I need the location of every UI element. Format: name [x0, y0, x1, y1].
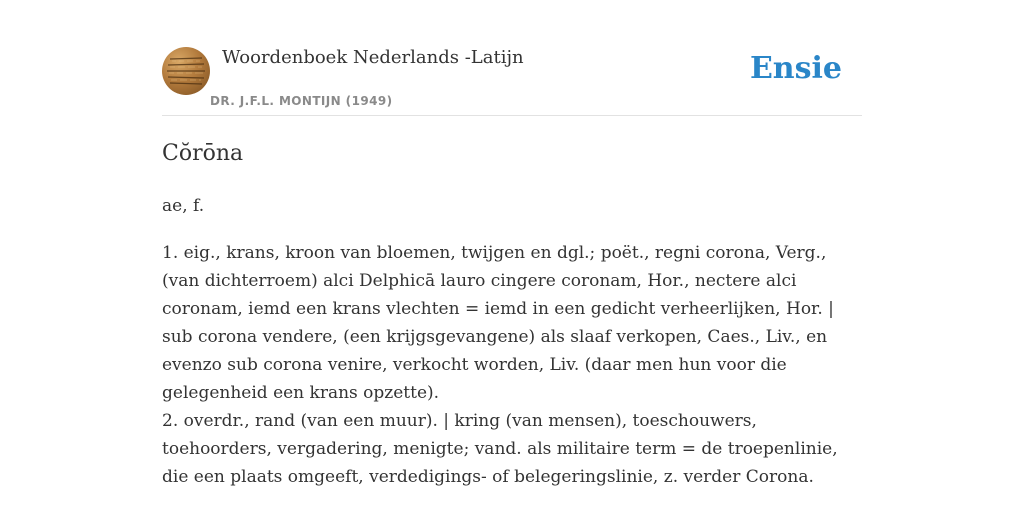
dictionary-author: DR. J.F.L. MONTIJN (1949)	[210, 94, 393, 108]
grammar-info: ae, f.	[162, 196, 205, 216]
definition-body	[162, 239, 862, 491]
inscription-stone-icon	[162, 47, 210, 95]
definition-sense-1: 1. eig., krans, kroon van bloemen, twijgen en dgl.; poët., regni corona, Verg., (van dichterroem) alci Delphicā lauro cingere coronam, Hor., nectere alci coronam, iemd een krans vlechten = iemd in een gedicht verheerlijken, Hor. | sub corona vendere, (een krijgsgevangene) als slaaf verkopen, Caes., Liv., en evenzo sub corona venire, verkocht worden, Liv. (daar men hun voor die gelegenheid een krans opzette).	[162, 243, 834, 403]
definition-sense-2: 2. overdr., rand (van een muur). | kring (van mensen), toeschouwers, toehoorders, vergadering, menigte; vand. als militaire term = de troepenlinie, die een plaats omgeeft, verdedigings- of belegeringslinie, z. verder Corona.	[162, 411, 838, 487]
ensie-logo-link[interactable]: Ensie	[749, 51, 842, 86]
dictionary-title[interactable]: Woordenboek Nederlands -Latijn	[222, 47, 524, 68]
dictionary-logo[interactable]	[162, 47, 210, 95]
dictionary-header	[162, 44, 862, 116]
headword: Cŏrōna	[162, 141, 244, 166]
